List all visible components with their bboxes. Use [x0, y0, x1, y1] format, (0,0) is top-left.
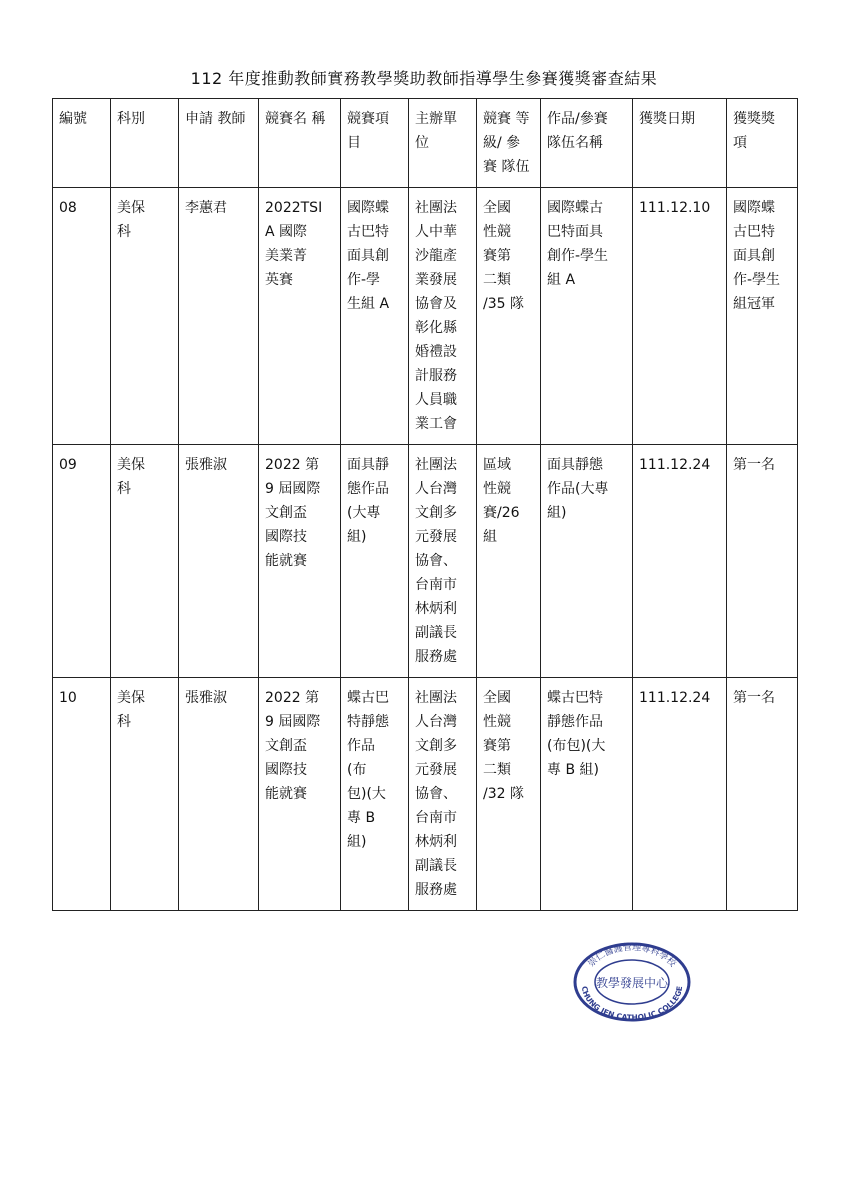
- seal-lower-text: CHUNG JEN CATHOLIC COLLEGE: [579, 985, 685, 1022]
- header-cell-award: 獲獎獎 項: [727, 99, 798, 188]
- cell-competition: 2022 第 9 屆國際 文創盃 國際技 能就賽: [259, 445, 341, 678]
- cell-number: 09: [53, 445, 111, 678]
- page-title: 112 年度推動教師實務教學獎助教師指導學生參賽獲獎審查結果: [190, 69, 658, 88]
- header-cell-teacher: 申請 教師: [179, 99, 259, 188]
- cell-event: 面具靜 態作品 (大專 組): [341, 445, 409, 678]
- cell-event: 蝶古巴 特靜態 作品 (布 包)(大 專 B 組): [341, 678, 409, 911]
- cell-department: 美保 科: [111, 188, 179, 445]
- seal-upper-text: 崇仁醫護管理專科學校: [586, 942, 678, 970]
- cell-number: 08: [53, 188, 111, 445]
- table-row: [53, 678, 798, 911]
- cell-event: 國際蝶 古巴特 面具創 作-學 生組 A: [341, 188, 409, 445]
- cell-work: 蝶古巴特 靜態作品 (布包)(大 專 B 組): [541, 678, 633, 911]
- cell-competition: 2022TSI A 國際 美業菁 英賽: [259, 188, 341, 445]
- table-row: [53, 188, 798, 445]
- department-seal-stamp: [572, 940, 692, 1022]
- results-table: [52, 98, 798, 911]
- cell-number: 10: [53, 678, 111, 911]
- cell-date: 111.12.10: [633, 188, 727, 445]
- header-cell-event: 競賽項 目: [341, 99, 409, 188]
- cell-work: 面具靜態 作品(大專 組): [541, 445, 633, 678]
- cell-date: 111.12.24: [633, 678, 727, 911]
- cell-department: 美保 科: [111, 445, 179, 678]
- cell-organizer: 社團法 人中華 沙龍產 業發展 協會及 彰化縣 婚禮設 計服務 人員職 業工會: [409, 188, 477, 445]
- table-header-row: [53, 99, 798, 188]
- seal-center-text: 教學發展中心: [595, 976, 669, 990]
- header-cell-competition: 競賽名 稱: [259, 99, 341, 188]
- cell-level: 全國 性競 賽第 二類 /32 隊: [477, 678, 541, 911]
- cell-level: 區域 性競 賽/26 組: [477, 445, 541, 678]
- cell-level: 全國 性競 賽第 二類 /35 隊: [477, 188, 541, 445]
- cell-award: 第一名: [727, 445, 798, 678]
- header-cell-level: 競賽 等級/ 參賽 隊伍: [477, 99, 541, 188]
- header-cell-work: 作品/參賽 隊伍名稱: [541, 99, 633, 188]
- cell-work: 國際蝶古 巴特面具 創作-學生 組 A: [541, 188, 633, 445]
- header-cell-department: 科別: [111, 99, 179, 188]
- cell-competition: 2022 第 9 屆國際 文創盃 國際技 能就賽: [259, 678, 341, 911]
- table-row: [53, 445, 798, 678]
- cell-award: 第一名: [727, 678, 798, 911]
- header-cell-number: 編號: [53, 99, 111, 188]
- cell-organizer: 社團法 人台灣 文創多 元發展 協會、 台南市 林炳利 副議長 服務處: [409, 445, 477, 678]
- cell-award: 國際蝶 古巴特 面具創 作-學生 組冠軍: [727, 188, 798, 445]
- cell-teacher: 張雅淑: [179, 445, 259, 678]
- cell-teacher: 李蕙君: [179, 188, 259, 445]
- header-cell-organizer: 主辦單 位: [409, 99, 477, 188]
- header-cell-date: 獲獎日期: [633, 99, 727, 188]
- cell-organizer: 社團法 人台灣 文創多 元發展 協會、 台南市 林炳利 副議長 服務處: [409, 678, 477, 911]
- cell-department: 美保 科: [111, 678, 179, 911]
- cell-teacher: 張雅淑: [179, 678, 259, 911]
- cell-date: 111.12.24: [633, 445, 727, 678]
